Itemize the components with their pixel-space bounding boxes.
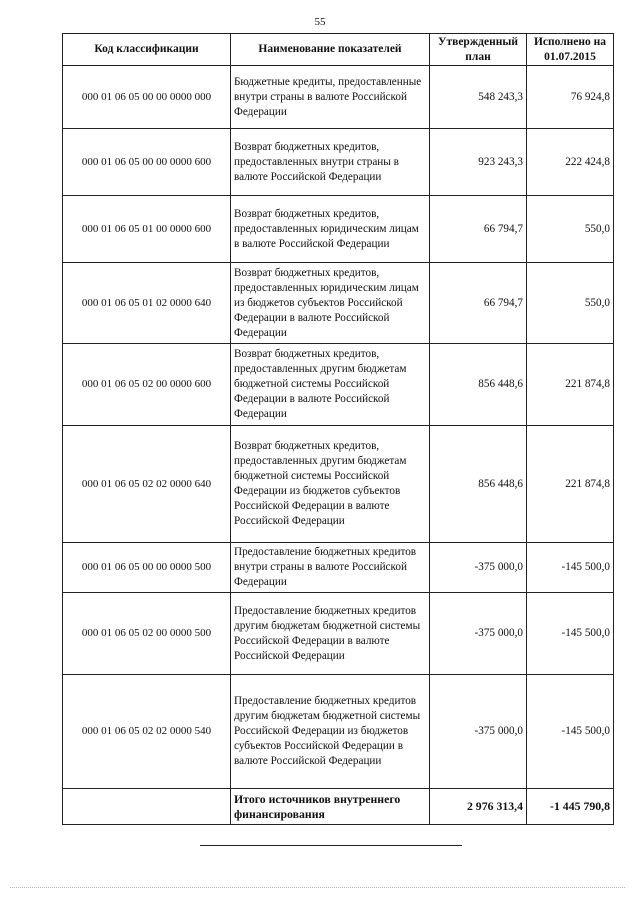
table-row xyxy=(63,593,614,675)
classification-code-cell: 000 01 06 05 02 02 0000 640 xyxy=(63,426,231,543)
indicator-name-cell: Предоставление бюджетных кредитов другим бюджетам бюджетной системы Российской Федерации в валюте Российской Федерации xyxy=(231,593,430,675)
approved-plan-cell: -375 000,0 xyxy=(430,593,527,675)
approved-plan-cell: 856 448,6 xyxy=(430,344,527,426)
classification-code-cell: 000 01 06 05 00 00 0000 000 xyxy=(63,66,231,129)
table-row xyxy=(63,426,614,543)
total-code-cell xyxy=(63,789,231,825)
executed-cell: -145 500,0 xyxy=(527,675,614,789)
classification-code-cell: 000 01 06 05 00 00 0000 500 xyxy=(63,543,231,593)
table-row xyxy=(63,344,614,426)
approved-plan-cell: 856 448,6 xyxy=(430,426,527,543)
header-approved-plan-line1: Утвержденный xyxy=(438,35,518,48)
header-classification-code: Код классификации xyxy=(63,34,231,66)
total-executed-cell: -1 445 790,8 xyxy=(527,789,614,825)
classification-code-cell: 000 01 06 05 02 00 0000 500 xyxy=(63,593,231,675)
executed-cell: -145 500,0 xyxy=(527,543,614,593)
indicator-name-cell: Возврат бюджетных кредитов, предоставленных другим бюджетам бюджетной системы Российской Федерации в валюте Российской Федерации xyxy=(231,344,430,426)
total-row xyxy=(63,789,614,825)
indicator-name-cell: Бюджетные кредиты, предоставленные внутри страны в валюте Российской Федерации xyxy=(231,66,430,129)
classification-code-cell: 000 01 06 05 00 00 0000 600 xyxy=(63,129,231,196)
executed-cell: -145 500,0 xyxy=(527,593,614,675)
approved-plan-cell: 923 243,3 xyxy=(430,129,527,196)
classification-code-cell: 000 01 06 05 02 00 0000 600 xyxy=(63,344,231,426)
executed-cell: 221 874,8 xyxy=(527,426,614,543)
executed-cell: 221 874,8 xyxy=(527,344,614,426)
header-indicator-name: Наименование показателей xyxy=(231,34,430,66)
closing-rule-divider xyxy=(200,845,462,846)
executed-cell: 76 924,8 xyxy=(527,66,614,129)
header-executed-line2: 01.07.2015 xyxy=(544,50,596,63)
approved-plan-cell: -375 000,0 xyxy=(430,675,527,789)
table-row xyxy=(63,675,614,789)
indicator-name-cell: Возврат бюджетных кредитов, предоставленных юридическим лицам в валюте Российской Федерации xyxy=(231,196,430,263)
executed-cell: 550,0 xyxy=(527,263,614,344)
executed-cell: 222 424,8 xyxy=(527,129,614,196)
table-row xyxy=(63,129,614,196)
classification-code-cell: 000 01 06 05 02 02 0000 540 xyxy=(63,675,231,789)
page-number: 55 xyxy=(314,16,326,28)
indicator-name-cell: Предоставление бюджетных кредитов внутри страны в валюте Российской Федерации xyxy=(231,543,430,593)
approved-plan-cell: 66 794,7 xyxy=(430,196,527,263)
table-row xyxy=(63,263,614,344)
classification-code-cell: 000 01 06 05 01 02 0000 640 xyxy=(63,263,231,344)
budget-sources-table xyxy=(62,33,614,825)
executed-cell: 550,0 xyxy=(527,196,614,263)
indicator-name-cell: Предоставление бюджетных кредитов другим бюджетам бюджетной системы Российской Федерации из бюджетов субъектов Российской Федерации в валюте Российской Федерации xyxy=(231,675,430,789)
indicator-name-cell: Возврат бюджетных кредитов, предоставленных юридическим лицам из бюджетов субъектов Российской Федерации в валюте Российской Федерации xyxy=(231,263,430,344)
indicator-name-cell: Возврат бюджетных кредитов, предоставленных другим бюджетам бюджетной системы Российской Федерации из бюджетов субъектов Российской Федерации в валюте Российской Федерации xyxy=(231,426,430,543)
header-executed-line1: Исполнено на xyxy=(533,35,607,48)
approved-plan-cell: -375 000,0 xyxy=(430,543,527,593)
total-name-cell: Итого источников внутреннего финансирования xyxy=(231,789,430,825)
approved-plan-cell: 66 794,7 xyxy=(430,263,527,344)
table-header-row xyxy=(63,34,614,66)
classification-code-cell: 000 01 06 05 01 00 0000 600 xyxy=(63,196,231,263)
approved-plan-cell: 548 243,3 xyxy=(430,66,527,129)
table-row xyxy=(63,66,614,129)
header-approved-plan xyxy=(430,34,527,66)
table-row xyxy=(63,543,614,593)
scan-noise-divider xyxy=(10,887,625,888)
header-executed xyxy=(527,34,614,66)
table-row xyxy=(63,196,614,263)
header-approved-plan-line2: план xyxy=(465,50,491,63)
total-approved-plan-cell: 2 976 313,4 xyxy=(430,789,527,825)
indicator-name-cell: Возврат бюджетных кредитов, предоставленных внутри страны в валюте Российской Федерации xyxy=(231,129,430,196)
